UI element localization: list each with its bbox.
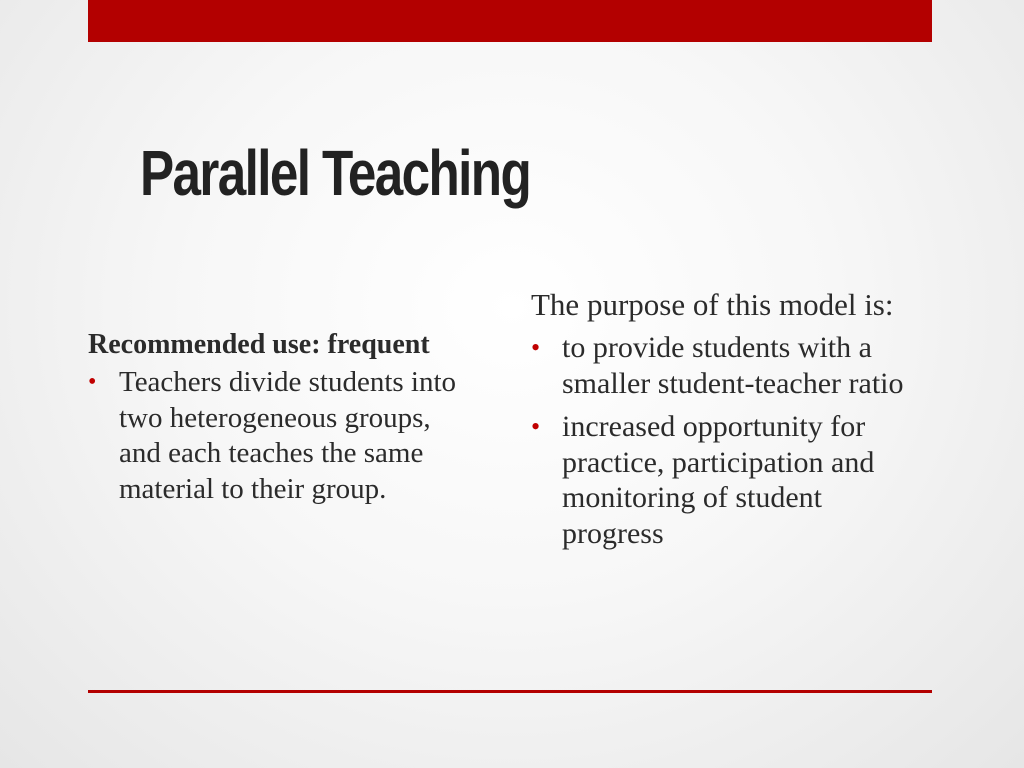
recommended-use-heading: Recommended use: frequent <box>88 329 430 360</box>
bullet-text: to provide students with a smaller student-teacher ratio <box>562 331 904 400</box>
purpose-heading: The purpose of this model is: <box>531 287 894 322</box>
right-bullet-list <box>531 330 931 551</box>
bullet-text: increased opportunity for practice, participation and monitoring of student progress <box>562 410 875 550</box>
top-accent-bar <box>88 0 932 42</box>
slide-title: Parallel Teaching <box>140 137 531 209</box>
list-item <box>531 330 931 401</box>
left-column <box>88 328 468 507</box>
right-column <box>531 288 931 559</box>
bullet-icon: • <box>88 369 97 395</box>
bottom-divider <box>88 690 932 693</box>
bullet-icon: • <box>531 412 541 441</box>
bullet-icon: • <box>531 333 541 362</box>
list-item <box>531 409 931 551</box>
list-item <box>88 365 468 507</box>
left-bullet-list <box>88 365 468 507</box>
bullet-text: Teachers divide students into two heterogeneous groups, and each teaches the same material to their group. <box>119 366 457 505</box>
